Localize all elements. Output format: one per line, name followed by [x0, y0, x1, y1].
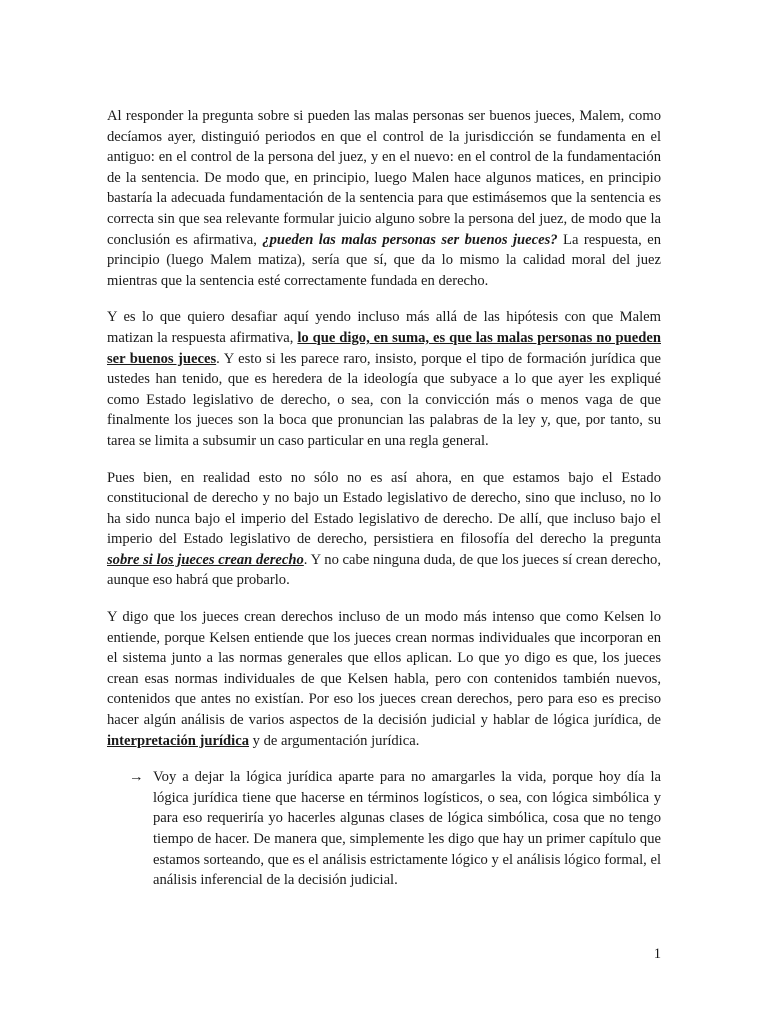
emphasis-thesis: lo que digo, en suma, es que las malas personas no pueden ser buenos jueces — [107, 329, 661, 367]
bullet-text: Voy a dejar la lógica jurídica aparte para no amargarles la vida, porque hoy día la lógica jurídica tiene que hacerse en términos logísticos, o sea, con lógica simbólica y para eso requeriría yo hacerles algunas clases de lógica simbólica, cosa que no tengo tiempo de hacer. De manera que, simplemente les digo que hay un primer capítulo que estamos sorteando, que es el análisis estrictamente lógico y el análisis lógico formal, el análisis inferencial de la decisión judicial. — [153, 769, 661, 889]
arrow-right-icon: → — [129, 769, 144, 786]
paragraph-2 — [107, 307, 661, 451]
bullet-item — [107, 767, 661, 891]
paragraph-1 — [107, 106, 661, 291]
emphasis-legal-interpretation: interpretación jurídica — [107, 732, 249, 749]
paragraph-4-text-b: y de argumentación jurídica. — [249, 732, 420, 749]
document-body — [107, 106, 661, 891]
paragraph-4 — [107, 607, 661, 751]
emphasis-question: ¿pueden las malas personas ser buenos jueces? — [262, 231, 558, 248]
paragraph-1-text-a: Al responder la pregunta sobre si pueden las malas personas ser buenos jueces, Malem, como decíamos ayer, distinguió periodos en que el control de la jurisdicción se fundamenta en el antiguo: en el control de la persona del juez, y en el nuevo: en el control de la fundamentación de la sentencia. De modo que, en principio, luego Malen hace algunos matices, en principio bastaría la adecuada fundamentación de la sentencia para que estimásemos que la sentencia es correcta sin que sea relevante formular juicio alguno sobre la persona del juez, de modo que la conclusión es afirmativa, — [107, 108, 661, 248]
paragraph-4-text-a: Y digo que los jueces crean derechos incluso de un modo más intenso que como Kelsen lo entiende, porque Kelsen entiende que los jueces crean normas individuales que incorporan en el sistema junto a las normas generales que ellos aplican. Lo que yo digo es que, los jueces crean esas normas individuales de que Kelsen habla, pero con contenidos también nuevos, contenidos que antes no existían. Por eso los jueces crean derechos, pero para eso es preciso hacer algún análisis de varios aspectos de la decisión judicial y hablar de lógica jurídica, de — [107, 609, 661, 729]
emphasis-judges-create-law: sobre si los jueces crean derecho — [107, 551, 304, 568]
paragraph-1-text-b: La respuesta, en principio (luego Malem matiza), sería que sí, que da lo mismo la calidad moral del juez mientras que la sentencia esté correctamente fundada en derecho. — [107, 231, 661, 289]
paragraph-3 — [107, 468, 661, 592]
paragraph-2-text-a: Y es lo que quiero desafiar aquí yendo incluso más allá de las hipótesis con que Malem matizan la respuesta afirmativa, — [107, 309, 661, 346]
paragraph-3-text-b: . Y no cabe ninguna duda, de que los jueces sí crean derecho, aunque eso habrá que probarlo. — [107, 551, 662, 589]
paragraph-2-text-b: . Y esto si les parece raro, insisto, porque el tipo de formación jurídica que ustedes han tenido, que es heredera de la ideología que subyace a lo que ayer les expliqué como Estado legislativo de derecho, o sea, con la convicción más o menos vaga de que finalmente los jueces son la boca que pronuncian las palabras de la ley y, que, por tanto, su tarea se limita a subsumir un caso particular en una regla general. — [107, 350, 662, 449]
page-number: 1 — [653, 946, 661, 962]
paragraph-3-text-a: Pues bien, en realidad esto no sólo no es así ahora, en que estamos bajo el Estado constitucional de derecho y no bajo un Estado legislativo de derecho, sino que incluso, no lo ha sido nunca bajo el imperio del Estado legislativo de derecho. De allí, que incluso bajo el imperio del Estado legislativo de derecho, persistiera en filosofía del derecho la pregunta — [107, 469, 661, 548]
